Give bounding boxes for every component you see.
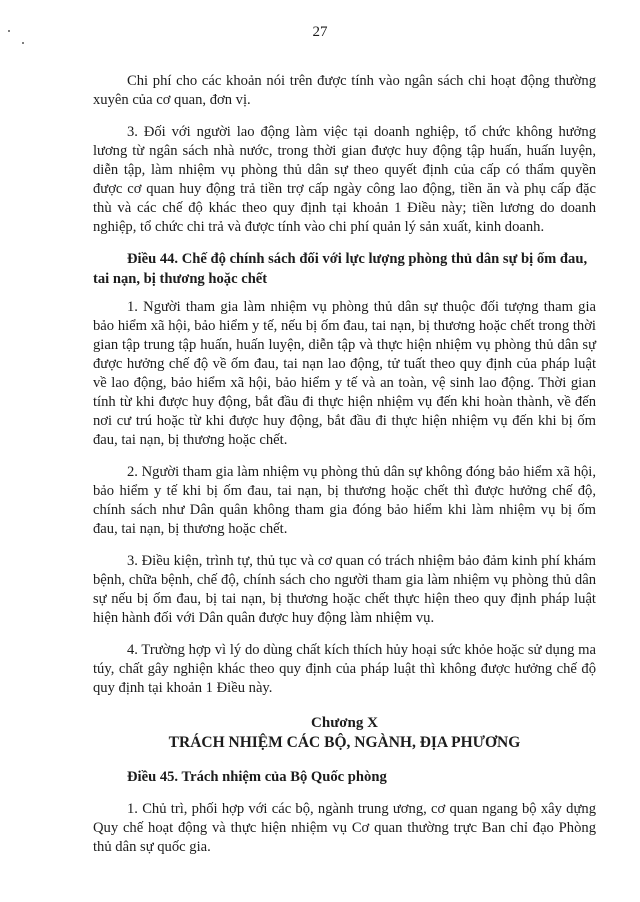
chapter-title: TRÁCH NHIỆM CÁC BỘ, NGÀNH, ĐỊA PHƯƠNG — [168, 734, 521, 751]
paragraph-clause-3-workers: 3. Đối với người lao động làm việc tại doanh nghiệp, tổ chức không hưởng lương từ ngân sách nhà nước, trong thời gian được huy động tập huấn, huấn luyện, diễn tập, làm nhiệm vụ phòng thủ dân sự theo quyết định của cấp có thẩm quyền được cơ quan huy động trả tiền trợ cấp ngày công lao động, tiền ăn và phụ cấp đặc thù và các chế độ khác theo quy định tại khoản 1 Điều này; tiền lương do doanh nghiệp, tổ chức chi trả và được tính vào chi phí quản lý sản xuất, kinh doanh. — [93, 124, 596, 235]
page-number: 27 — [312, 24, 328, 40]
document-body — [93, 72, 596, 857]
article-44-clause-3: 3. Điều kiện, trình tự, thủ tục và cơ quan có trách nhiệm bảo đảm kinh phí khám bệnh, chữa bệnh, chế độ, chính sách cho người tham gia làm nhiệm vụ phòng thủ dân sự nếu bị ốm đau, bị tai nạn, bị thương hoặc chết thực hiện theo quy định pháp luật hiện hành đối với Dân quân được huy động làm nhiệm vụ. — [93, 553, 596, 626]
article-45-clause-1: 1. Chủ trì, phối hợp với các bộ, ngành trung ương, cơ quan ngang bộ xây dựng Quy chế hoạt động và thực hiện nhiệm vụ Cơ quan thường trực Ban chỉ đạo Phòng thủ dân sự quốc gia. — [93, 801, 596, 855]
article-44-clause-2: 2. Người tham gia làm nhiệm vụ phòng thủ dân sự không đóng bảo hiểm xã hội, bảo hiểm y tế khi bị ốm đau, tai nạn, bị thương hoặc chết thì được hưởng chế độ, chính sách như Dân quân không tham gia đóng bảo hiểm khi làm nhiệm vụ bị ốm đau, tai nạn, bị thương hoặc chết. — [93, 464, 596, 537]
scan-speck — [22, 42, 24, 44]
article-44-clause-1: 1. Người tham gia làm nhiệm vụ phòng thủ dân sự thuộc đối tượng tham gia bảo hiểm xã hội, bảo hiểm y tế, nếu bị ốm đau, tai nạn, bị thương hoặc chết trong thời gian tập trung tập huấn, huấn luyện, diễn tập và thực hiện nhiệm vụ phòng thủ dân sự được hưởng chế độ về ốm đau, tai nạn lao động, tử tuất theo quy định của pháp luật về lao động, bảo hiểm xã hội, bảo hiểm y tế và an toàn, vệ sinh lao động. Thời gian tính từ khi được huy động, bắt đầu đi thực hiện nhiệm vụ đến khi hoàn thành, về đến nơi cư trú hoặc từ khi được huy động, bắt đầu đi thực hiện nhiệm vụ đến khi bị ốm đau, tai nạn, bị thương hoặc chết. — [93, 299, 596, 448]
chapter-label: Chương X — [311, 715, 378, 731]
article-44-heading: Điều 44. Chế độ chính sách đối với lực lượng phòng thủ dân sự bị ốm đau, tai nạn, bị thương hoặc chết — [93, 251, 588, 287]
article-45-heading: Điều 45. Trách nhiệm của Bộ Quốc phòng — [127, 769, 387, 785]
paragraph-cost-note: Chi phí cho các khoản nói trên được tính vào ngân sách chi hoạt động thường xuyên của cơ quan, đơn vị. — [93, 73, 596, 108]
article-44-clause-4: 4. Trường hợp vì lý do dùng chất kích thích hủy hoại sức khỏe hoặc sử dụng ma túy, chất gây nghiện khác theo quy định của pháp luật thì không được hưởng chế độ quy định tại khoản 1 Điều này. — [93, 642, 596, 696]
